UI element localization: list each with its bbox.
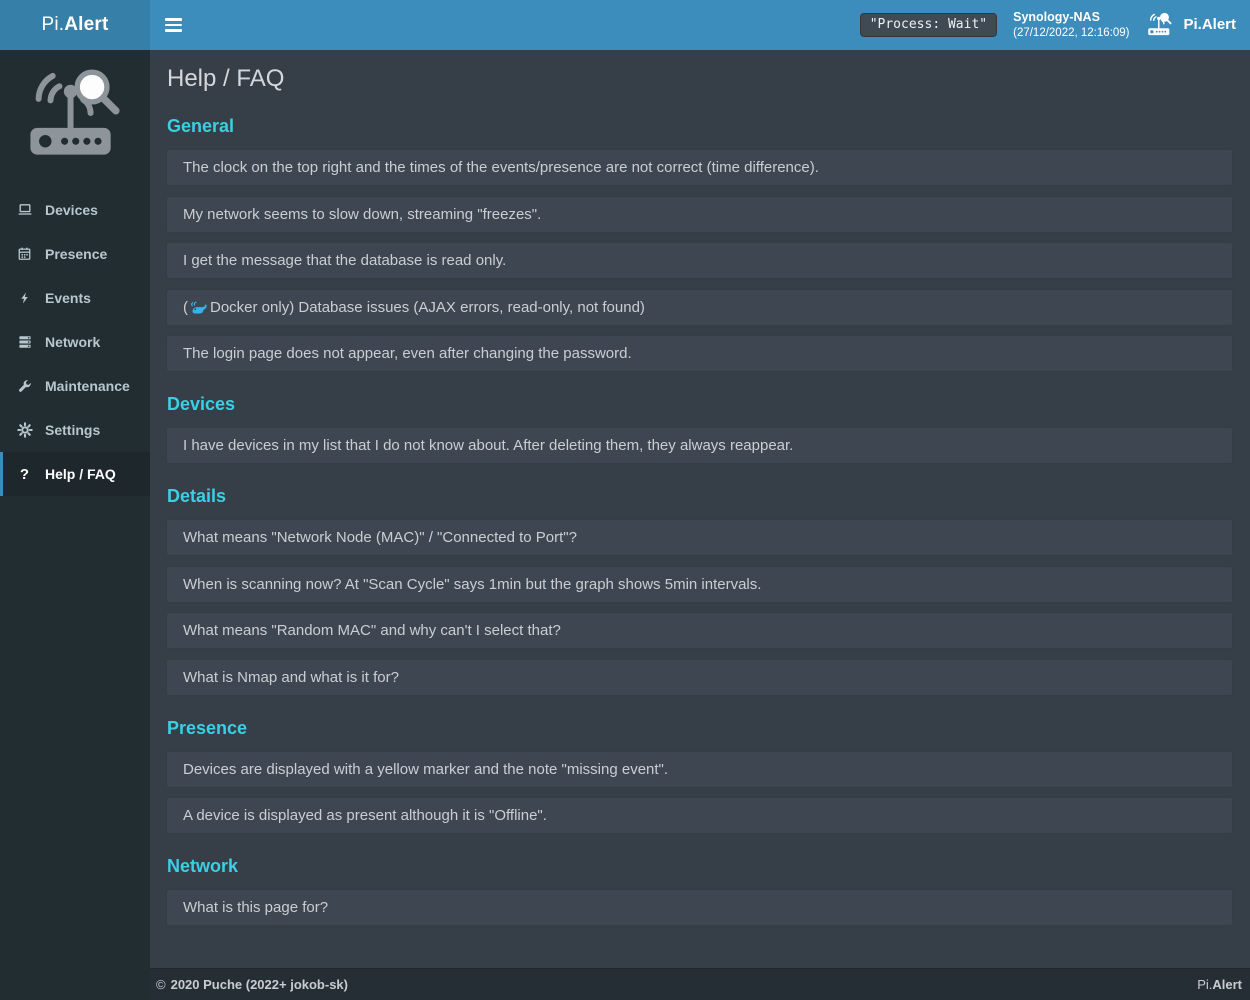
nas-name: Synology-NAS: [1013, 9, 1100, 24]
sidebar: [0, 50, 150, 1000]
copyright-text: 2020 Puche (2022+ jokob-sk): [170, 977, 348, 992]
sidebar-item-settings[interactable]: [0, 408, 150, 452]
section-title-presence: Presence: [167, 717, 248, 738]
faq-question[interactable]: What means "Random MAC" and why can't I select that?: [166, 612, 1233, 649]
navbar: [150, 0, 1250, 50]
faq-question[interactable]: My network seems to slow down, streaming "freezes".: [166, 196, 1233, 233]
sidebar-item-label: Presence: [45, 246, 108, 262]
faq-question-docker[interactable]: ( Docker only) Database issues (AJAX errors, read-only, not found): [166, 289, 1233, 326]
section-title-details: Details: [167, 486, 227, 506]
faq-question[interactable]: I have devices in my list that I do not know about. After deleting them, they always reappear.: [166, 427, 1233, 464]
copyright-symbol: ©: [156, 977, 166, 992]
sidebar-toggle-button[interactable]: [150, 0, 196, 50]
process-status-badge: "Process: Wait": [860, 13, 997, 38]
nas-datetime: (27/12/2022, 12:16:09): [1013, 26, 1130, 39]
bolt-icon: [15, 290, 34, 306]
sidebar-item-devices[interactable]: [0, 188, 150, 232]
faq-question[interactable]: What is this page for?: [166, 889, 1233, 926]
sidebar-item-maintenance[interactable]: [0, 364, 150, 408]
calendar-icon: [15, 246, 34, 262]
sidebar-item-presence[interactable]: [0, 232, 150, 276]
header-brand-link[interactable]: [1145, 12, 1240, 38]
section-title-devices: Devices: [167, 394, 236, 414]
faq-question[interactable]: What means "Network Node (MAC)" / "Connected to Port"?: [166, 519, 1233, 556]
question-icon: ?: [19, 465, 30, 483]
sidebar-item-label: Devices: [45, 202, 98, 218]
faq-question[interactable]: When is scanning now? At "Scan Cycle" says 1min but the graph shows 5min intervals.: [166, 566, 1233, 603]
faq-question[interactable]: I get the message that the database is read only.: [166, 242, 1233, 279]
page-title: Help / FAQ: [167, 65, 285, 92]
footer: [150, 968, 1250, 1000]
wrench-icon: [15, 379, 34, 394]
main-content: [150, 50, 1250, 968]
sidebar-item-help-faq[interactable]: [0, 452, 150, 496]
sidebar-item-label: Settings: [45, 422, 101, 438]
sidebar-menu: [0, 188, 150, 496]
sidebar-item-events[interactable]: [0, 276, 150, 320]
header-logo-link[interactable]: [0, 0, 150, 50]
faq-question[interactable]: The login page does not appear, even after changing the password.: [166, 335, 1233, 372]
footer-copyright: [156, 977, 348, 992]
nas-clock-block: [1013, 9, 1129, 41]
header-brand-text: Pi.Alert: [1183, 16, 1236, 34]
sidebar-item-label: Maintenance: [45, 378, 130, 394]
faq-question[interactable]: A device is displayed as present although it is "Offline".: [166, 797, 1233, 834]
section-title-general: General: [167, 116, 235, 136]
section-title-network: Network: [167, 856, 239, 876]
sidebar-item-label: Help / FAQ: [45, 466, 116, 482]
docker-whale-icon: [190, 301, 207, 315]
sidebar-item-label: Events: [45, 290, 91, 306]
sidebar-item-network[interactable]: [0, 320, 150, 364]
laptop-icon: [15, 202, 34, 218]
gear-icon: [15, 422, 34, 438]
top-header: [0, 0, 1250, 50]
header-right-group: [860, 9, 1250, 41]
pialert-router-logo: [23, 64, 127, 168]
faq-question[interactable]: What is Nmap and what is it for?: [166, 659, 1233, 696]
faq-question[interactable]: Devices are displayed with a yellow marker and the note "missing event".: [166, 751, 1233, 788]
header-logo-pi: Pi.: [41, 14, 65, 35]
server-stack-icon: [15, 334, 34, 350]
hamburger-icon: [165, 18, 182, 20]
footer-brand: Pi.Alert: [1197, 977, 1242, 992]
sidebar-item-label: Network: [45, 334, 101, 350]
header-logo-alert: Alert: [64, 14, 109, 35]
faq-question[interactable]: The clock on the top right and the times of the events/presence are not correct (time difference).: [166, 149, 1233, 186]
router-scanner-icon: [1145, 12, 1175, 38]
